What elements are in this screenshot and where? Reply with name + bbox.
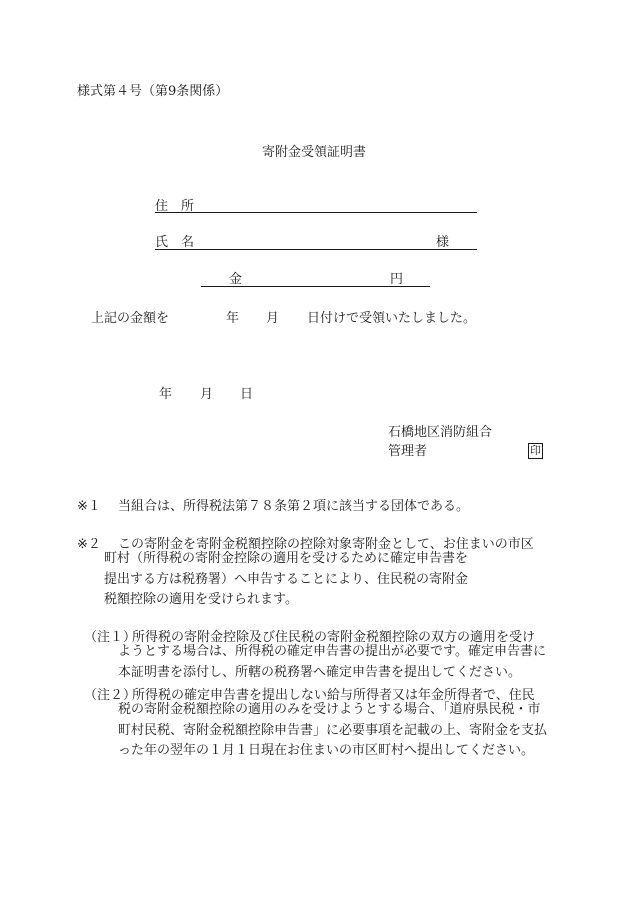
receipt-lead: 上記の金額を — [91, 311, 170, 326]
note-1-text: 当組合は、所得税法第７８条第２項に該当する団体である。 — [118, 499, 470, 514]
name-label: 氏 名 — [155, 235, 195, 250]
receipt-tail: 日付けで受領いたしました。 — [307, 311, 477, 326]
name-underline — [155, 249, 477, 250]
receipt-year: 年 — [226, 311, 240, 326]
receipt-month: 月 — [266, 311, 280, 326]
address-label: 住 所 — [155, 199, 195, 214]
remark-2-mark: （注２） — [84, 688, 137, 703]
remark-1-first-line: 所得税の寄附金控除及び住民税の寄附金税額控除の双方の適用を受け — [132, 630, 536, 645]
note-2-first-line: この寄附金を寄附金税額控除の控除対象寄附金として、お住まいの市区 — [118, 537, 534, 552]
note-1-mark: ※１ — [77, 499, 101, 514]
issuer-organization: 石橋地区消防組合 — [388, 425, 493, 440]
amount-unit: 円 — [390, 272, 404, 287]
issue-month: 月 — [200, 387, 214, 402]
issuer-role: 管理者 — [388, 444, 428, 459]
note-2-mark: ※２ — [77, 537, 101, 552]
name-honorific: 様 — [436, 235, 450, 250]
address-underline — [155, 212, 477, 213]
note-2-continuation: 町村（所得税の寄附金控除の適用を受けるために確定申告書を提出する方は税務署）へ申告することにより、住民税の寄附金税額控除の適用を受けられます。 — [104, 551, 469, 607]
issue-day: 日 — [240, 387, 254, 402]
remark-2-continuation: 税の寄附金税額控除の適用のみを受けようとする場合、「道府県民税・市町村民税、寄附金税額控除申告書」に必要事項を記載の上、寄附金を支払った年の翌年の１月１日現在お住まいの市区町村へ提出してください。 — [118, 702, 548, 758]
issue-year: 年 — [159, 387, 173, 402]
document-title: 寄附金受領証明書 — [262, 145, 367, 160]
seal-mark: 印 — [530, 444, 541, 457]
amount-prefix: 金 — [229, 272, 243, 287]
remark-1-mark: （注１） — [84, 630, 137, 645]
remark-1-continuation: ようとする場合は、所得税の確定申告書の提出が必要です。確定申告書に本証明書を添付し、所轄の税務署へ確定申告書を提出してください。 — [118, 644, 546, 680]
form-number: 様式第４号（第9条関係） — [77, 84, 229, 99]
remark-2-first-line: 所得税の確定申告書を提出しない給与所得者又は年金所得者で、住民 — [132, 688, 535, 703]
amount-underline — [201, 286, 430, 287]
